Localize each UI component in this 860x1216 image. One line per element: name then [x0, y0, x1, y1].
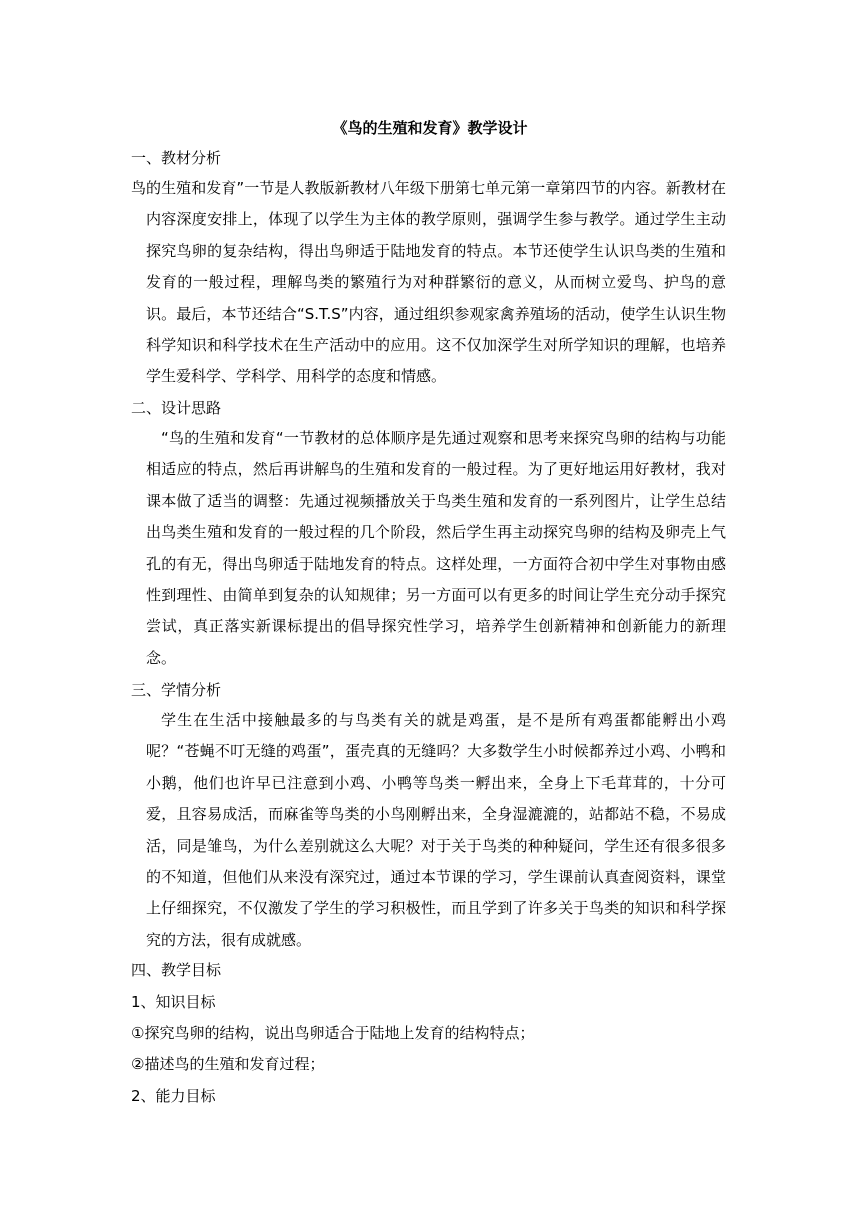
goal-item-2: ②描述鸟的生殖和发育过程；	[131, 1055, 325, 1073]
document-title: 《鸟的生殖和发育》教学设计	[332, 119, 528, 137]
section-heading-textbook-analysis: 一、教材分析	[131, 149, 222, 167]
section-heading-teaching-goals: 四、教学目标	[131, 961, 222, 979]
section-heading-design-idea: 二、设计思路	[131, 399, 222, 417]
subheading-ability-goals: 2、能力目标	[131, 1087, 216, 1105]
section-body-design-idea: “鸟的生殖和发育“一节教材的总体顺序是先通过观察和思考来探究鸟卵的结构与功能相适应的特点，然后再讲解鸟的生殖和发育的一般过程。为了更好地运用好教材，我对课本做了适当的调整：先通过视频播放关于鸟类生殖和发育的一系列图片，让学生总结出鸟类生殖和发育的一般过程的几个阶段，然后学生再主动探究鸟卵的结构及卵壳上气孔的有无，得出鸟卵适于陆地发育的特点。这样处理，一方面符合初中学生对事物由感性到理性、由简单到复杂的认知规律；另一方面可以有更多的时间让学生充分动手探究尝试，真正落实新课标提出的倡导探究性学习，培养学生创新精神和创新能力的新理念。	[146, 429, 726, 667]
section-body-student-analysis: 学生在生活中接触最多的与鸟类有关的就是鸡蛋，是不是所有鸡蛋都能孵出小鸡呢？“苍蝇不叮无缝的鸡蛋”，蛋壳真的无缝吗？大多数学生小时候都养过小鸡、小鸭和小鹅，他们也许早已注意到小鸡、小鸭等鸟类一孵出来，全身上下毛茸茸的，十分可爱，且容易成活，而麻雀等鸟类的小鸟刚孵出来，全身湿漉漉的，站都站不稳，不易成活，同是雏鸟，为什么差别就这么大呢？对于关于鸟类的种种疑问，学生还有很多很多的不知道，但他们从来没有深究过，通过本节课的学习，学生课前认真查阅资料，课堂上仔细探究，不仅激发了学生的学习积极性，而且学到了许多关于鸟类的知识和科学探究的方法，很有成就感。	[146, 711, 726, 949]
section-heading-student-analysis: 三、学情分析	[131, 681, 222, 699]
section-body-textbook-analysis: 鸟的生殖和发育”一节是人教版新教材八年级下册第七单元第一章第四节的内容。新教材在内容深度安排上，体现了以学生为主体的教学原则，强调学生参与教学。通过学生主动探究鸟卵的复杂结构，得出鸟卵适于陆地发育的特点。本节还使学生认识鸟类的生殖和发育的一般过程，理解鸟类的繁殖行为对种群繁衍的意义，从而树立爱鸟、护鸟的意识。最后，本节还结合“S.T.S”内容，通过组织参观家禽养殖场的活动，使学生认识生物科学知识和科学技术在生产活动中的应用。这不仅加深学生对所学知识的理解，也培养学生爱科学、学科学、用科学的态度和情感。	[131, 179, 726, 386]
goal-item-1: ①探究鸟卵的结构，说出鸟卵适合于陆地上发育的结构特点；	[131, 1024, 535, 1042]
subheading-knowledge-goals: 1、知识目标	[131, 993, 216, 1011]
